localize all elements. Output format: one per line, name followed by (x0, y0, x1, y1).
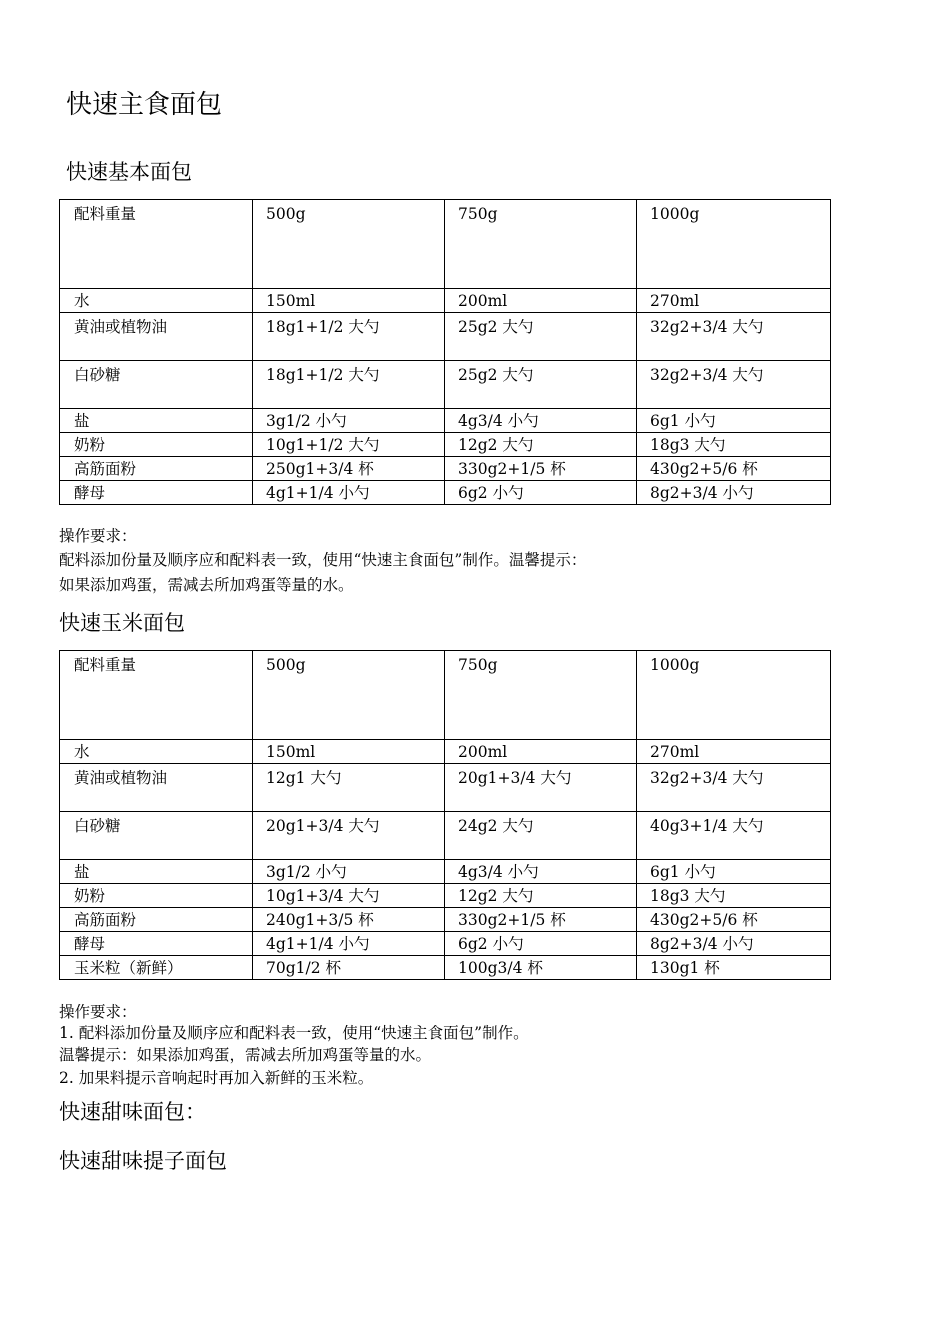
table-row (60, 289, 831, 313)
table-cell: 430g2+5/6 杯 (637, 908, 831, 932)
table-header-row (60, 651, 831, 740)
table-cell: 10g1+1/2 大勺 (253, 433, 445, 457)
table-cell: 100g3/4 杯 (445, 956, 637, 980)
table-cell: 32g2+3/4 大勺 (637, 764, 831, 812)
table-cell: 奶粉 (60, 884, 253, 908)
table-cell: 40g3+1/4 大勺 (637, 812, 831, 860)
table-row (60, 740, 831, 764)
table-cell: 6g2 小勺 (445, 932, 637, 956)
table-cell: 200ml (445, 740, 637, 764)
table-cell: 8g2+3/4 小勺 (637, 481, 831, 505)
table-cell: 白砂糖 (60, 812, 253, 860)
instruction-text: 配料添加份量及顺序应和配料表一致，使用“快速主食面包”制作。温馨提示： (59, 551, 587, 569)
section-heading-basic: 快速基本面包 (66, 160, 192, 184)
table-cell: 32g2+3/4 大勺 (637, 313, 831, 361)
table-cell: 配料重量 (60, 651, 253, 740)
table-cell: 130g1 杯 (637, 956, 831, 980)
page-title: 快速主食面包 (66, 90, 223, 120)
section-heading-corn: 快速玉米面包 (59, 611, 185, 635)
table-row (60, 313, 831, 361)
table-cell: 6g1 小勺 (637, 860, 831, 884)
table-cell: 黄油或植物油 (60, 313, 253, 361)
table-row (60, 884, 831, 908)
section-heading-sweet: 快速甜味面包： (59, 1100, 206, 1124)
instruction-text: 2. 加果料提示音响起时再加入新鲜的玉米粒。 (59, 1069, 374, 1087)
table-cell: 270ml (637, 289, 831, 313)
table-row (60, 956, 831, 980)
table-cell: 10g1+3/4 大勺 (253, 884, 445, 908)
table-cell: 20g1+3/4 大勺 (253, 812, 445, 860)
instruction-text: 1. 配料添加份量及顺序应和配料表一致，使用“快速主食面包”制作。 (59, 1024, 529, 1042)
table-cell: 白砂糖 (60, 361, 253, 409)
table-cell: 240g1+3/5 杯 (253, 908, 445, 932)
table-cell: 32g2+3/4 大勺 (637, 361, 831, 409)
table-cell: 500g (253, 651, 445, 740)
recipe-table-corn (59, 650, 831, 980)
table-row (60, 409, 831, 433)
table-cell: 24g2 大勺 (445, 812, 637, 860)
table-cell: 高筋面粉 (60, 908, 253, 932)
table-cell: 750g (445, 200, 637, 289)
table-cell: 6g2 小勺 (445, 481, 637, 505)
table-cell: 1000g (637, 200, 831, 289)
table-cell: 1000g (637, 651, 831, 740)
recipe-table-basic (59, 199, 831, 505)
table-cell: 酵母 (60, 481, 253, 505)
table-row (60, 361, 831, 409)
table-cell: 250g1+3/4 杯 (253, 457, 445, 481)
table-cell: 330g2+1/5 杯 (445, 457, 637, 481)
table-cell: 3g1/2 小勺 (253, 409, 445, 433)
table-cell: 4g1+1/4 小勺 (253, 932, 445, 956)
table-cell: 高筋面粉 (60, 457, 253, 481)
table-cell: 酵母 (60, 932, 253, 956)
instruction-label: 操作要求： (59, 1003, 137, 1021)
table-cell: 330g2+1/5 杯 (445, 908, 637, 932)
table-cell: 黄油或植物油 (60, 764, 253, 812)
table-cell: 4g3/4 小勺 (445, 409, 637, 433)
table-cell: 25g2 大勺 (445, 313, 637, 361)
table-cell: 4g3/4 小勺 (445, 860, 637, 884)
table-cell: 水 (60, 289, 253, 313)
table-cell: 12g2 大勺 (445, 884, 637, 908)
table-row (60, 908, 831, 932)
table-cell: 25g2 大勺 (445, 361, 637, 409)
table-cell: 750g (445, 651, 637, 740)
table-cell: 水 (60, 740, 253, 764)
table-cell: 奶粉 (60, 433, 253, 457)
table-cell: 200ml (445, 289, 637, 313)
table-row (60, 932, 831, 956)
table-cell: 3g1/2 小勺 (253, 860, 445, 884)
table-cell: 150ml (253, 740, 445, 764)
table-cell: 150ml (253, 289, 445, 313)
table-header-row (60, 200, 831, 289)
table-cell: 430g2+5/6 杯 (637, 457, 831, 481)
table-cell: 18g1+1/2 大勺 (253, 361, 445, 409)
table-cell: 配料重量 (60, 200, 253, 289)
instruction-text: 温馨提示：如果添加鸡蛋，需减去所加鸡蛋等量的水。 (59, 1046, 432, 1064)
instruction-label: 操作要求： (59, 527, 137, 545)
table-row (60, 812, 831, 860)
table-cell: 18g3 大勺 (637, 884, 831, 908)
table-cell: 盐 (60, 409, 253, 433)
table-cell: 12g1 大勺 (253, 764, 445, 812)
table-row (60, 433, 831, 457)
table-cell: 18g1+1/2 大勺 (253, 313, 445, 361)
table-cell: 70g1/2 杯 (253, 956, 445, 980)
table-cell: 20g1+3/4 大勺 (445, 764, 637, 812)
table-cell: 盐 (60, 860, 253, 884)
table-cell: 12g2 大勺 (445, 433, 637, 457)
table-row (60, 860, 831, 884)
table-cell: 500g (253, 200, 445, 289)
section-heading-raisin: 快速甜味提子面包 (59, 1149, 227, 1173)
table-cell: 270ml (637, 740, 831, 764)
table-cell: 4g1+1/4 小勺 (253, 481, 445, 505)
table-row (60, 457, 831, 481)
table-cell: 6g1 小勺 (637, 409, 831, 433)
table-row (60, 481, 831, 505)
table-row (60, 764, 831, 812)
instruction-text: 如果添加鸡蛋，需减去所加鸡蛋等量的水。 (59, 576, 354, 594)
table-cell: 玉米粒（新鲜） (60, 956, 253, 980)
table-cell: 18g3 大勺 (637, 433, 831, 457)
table-cell: 8g2+3/4 小勺 (637, 932, 831, 956)
